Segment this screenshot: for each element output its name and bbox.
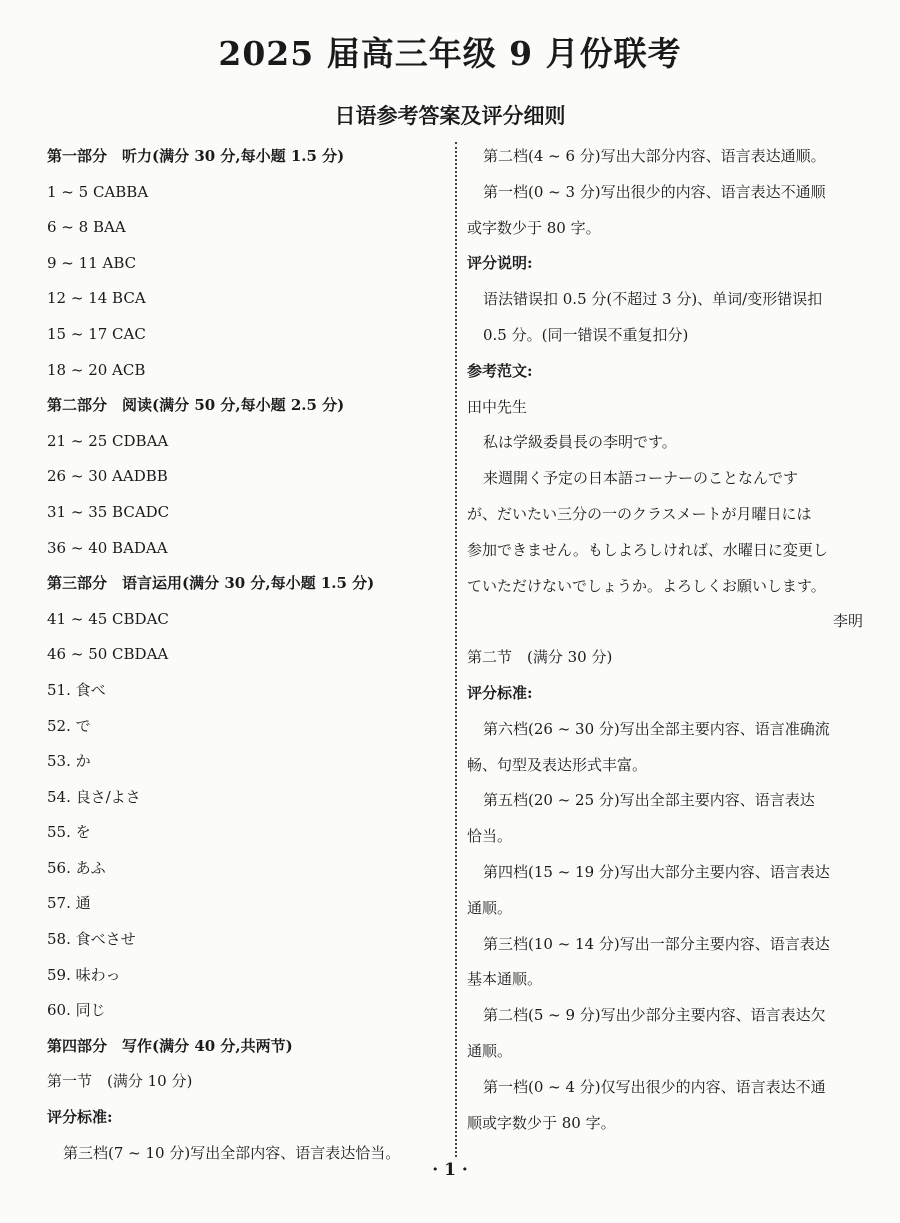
right-column-line: 第六档(26 ~ 30 分)写出全部主要内容、语言准确流 [483,719,830,738]
document-title: 2025 届高三年级 9 月份联考 [218,34,682,73]
page-number: · 1 · [432,1160,468,1180]
left-column-line: 51. 食べ [47,680,106,699]
left-column-line: 第三档(7 ~ 10 分)写出全部内容、语言表达恰当。 [63,1143,401,1162]
right-column-line: 语法错误扣 0.5 分(不超过 3 分)、单词/变形错误扣 [483,290,823,309]
right-column-line: 恰当。 [467,827,513,846]
right-column-line: 或字数少于 80 字。 [467,218,601,237]
left-column [47,139,442,1171]
right-column-heading: 参考范文: [467,361,533,380]
left-column-line: 9 ~ 11 ABC [47,253,137,272]
left-column-line: 18 ~ 20 ACB [47,360,146,379]
left-column-heading: 第一部分 听力(满分 30 分,每小题 1.5 分) [47,147,345,165]
right-column-line: 顺或字数少于 80 字。 [467,1113,616,1132]
left-column-line: 第一节 (满分 10 分) [47,1072,193,1091]
left-column-line: 31 ~ 35 BCADC [47,502,170,521]
left-column-line: 1 ~ 5 CABBA [47,182,149,201]
right-column-line: 参加できません。もしよろしければ、水曜日に変更し [467,540,828,559]
right-column-line: 第二档(4 ~ 6 分)写出大部分内容、语言表达通顺。 [483,147,826,165]
left-column-line: 12 ~ 14 BCA [47,289,146,308]
left-column-line: 54. 良さ/よさ [47,787,141,806]
right-column-line: ていただけないでしょうか。よろしくお願いします。 [467,576,826,595]
left-column-heading: 第四部分 写作(满分 40 分,共两节) [47,1036,293,1055]
left-column-line: 58. 食べさせ [47,930,136,949]
right-column-line: 畅、句型及表达形式丰富。 [467,755,648,774]
right-column-line: 来週開く予定の日本語コーナーのことなんです [483,469,799,488]
right-column-line: 第一档(0 ~ 4 分)仅写出很少的内容、语言表达不通 [483,1077,826,1096]
left-column-line: 52. で [47,716,91,735]
left-column-line: 21 ~ 25 CDBAA [47,431,169,450]
left-column-line: 60. 同じ [47,1001,106,1020]
right-column-line: 第二档(5 ~ 9 分)写出少部分主要内容、语言表达欠 [483,1006,826,1025]
right-column-line: 第三档(10 ~ 14 分)写出一部分主要内容、语言表达 [483,934,830,953]
document-subtitle: 日语参考答案及评分细则 [334,103,566,128]
right-column [467,139,865,1141]
left-column-line: 53. か [47,752,91,771]
left-column-line: 57. 通 [47,894,91,913]
right-column-line: 第一档(0 ~ 3 分)写出很少的内容、语言表达不通顺 [483,182,826,201]
left-column-heading: 评分标准: [47,1108,113,1127]
right-column-line: 通顺。 [467,1041,513,1060]
left-column-line: 6 ~ 8 BAA [47,218,126,237]
left-column-line: 46 ~ 50 CBDAA [47,645,169,664]
right-column-line: 通顺。 [467,898,513,917]
column-divider [455,142,457,1157]
left-column-line: 55. を [47,823,91,842]
left-column-line: 15 ~ 17 CAC [47,324,146,343]
right-column-line: 李明 [832,612,863,631]
right-column-line: 第四档(15 ~ 19 分)写出大部分主要内容、语言表达 [483,862,830,881]
right-column-line: 私は学級委員長の李明です。 [483,433,677,452]
left-column-line: 26 ~ 30 AADBB [47,467,168,486]
right-column-heading: 评分标准: [467,683,533,702]
right-column-heading: 评分说明: [467,254,533,273]
left-column-line: 56. あふ [47,858,106,877]
left-column-heading: 第二部分 阅读(满分 50 分,每小题 2.5 分) [47,396,345,415]
left-column-heading: 第三部分 语言运用(满分 30 分,每小题 1.5 分) [47,574,375,593]
right-column-line: 第五档(20 ~ 25 分)写出全部主要内容、语言表达 [483,791,815,810]
left-column-line: 36 ~ 40 BADAA [47,538,168,557]
right-column-line: 0.5 分。(同一错误不重复扣分) [483,325,689,344]
left-column-line: 59. 味わっ [47,965,121,984]
right-column-line: 田中先生 [467,397,528,416]
right-column-line: 第二节 (满分 30 分) [467,648,613,667]
left-column-line: 41 ~ 45 CBDAC [47,609,169,628]
right-column-line: 基本通顺。 [467,970,543,989]
right-column-line: が、だいたい三分の一のクラスメートが月曜日には [467,504,812,523]
